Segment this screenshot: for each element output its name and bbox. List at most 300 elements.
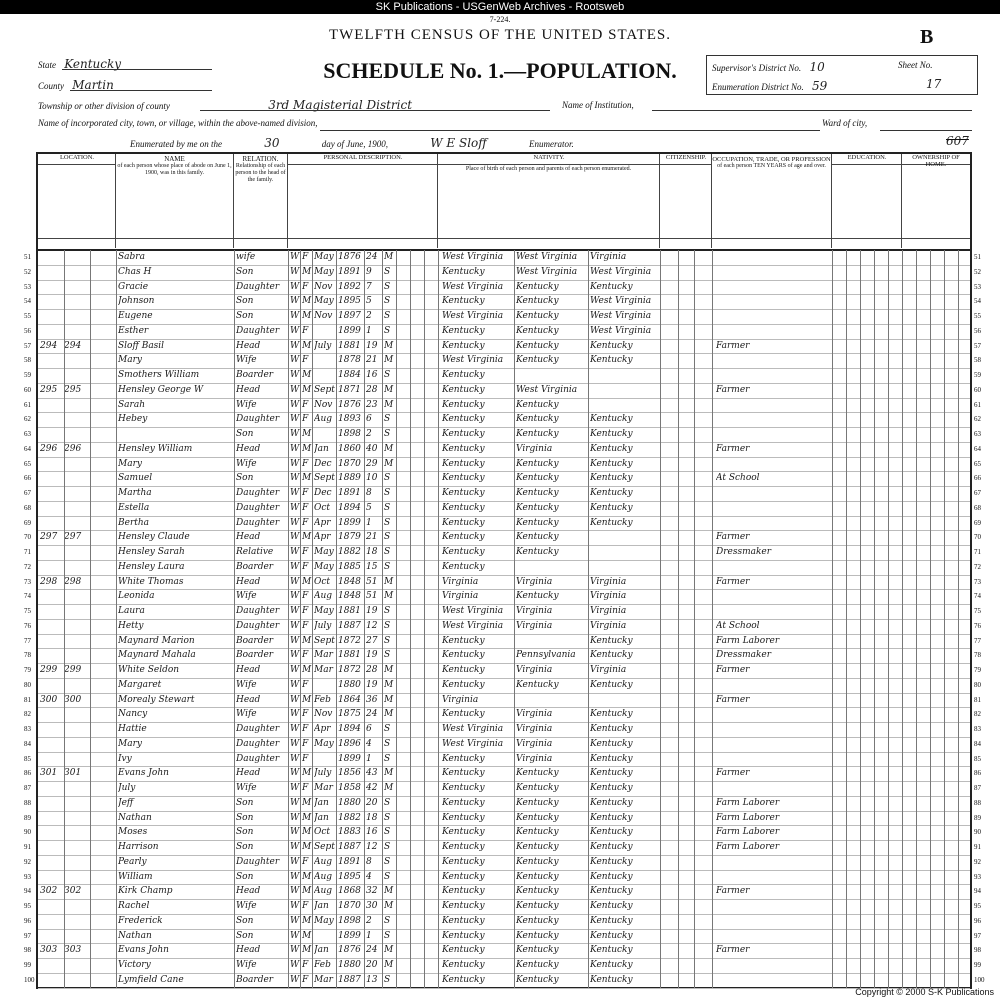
cell-race: W: [290, 443, 300, 454]
column-divider: [712, 250, 713, 988]
cell-dw: [40, 973, 62, 988]
cell-dw: 302: [40, 886, 58, 897]
cell-yr: 1872: [338, 665, 361, 675]
cell-occ: [716, 265, 830, 280]
cell-fb: Kentucky: [516, 399, 559, 410]
cell-dw: [40, 707, 62, 722]
line-number-right: 54: [974, 297, 981, 306]
cell-birth: Kentucky: [442, 753, 485, 764]
line-number-right: 81: [974, 695, 981, 704]
cell-birth: Kentucky: [442, 871, 485, 882]
cell-rel: Son: [236, 429, 254, 439]
cell-race: W: [290, 370, 300, 380]
table-row: [38, 412, 970, 428]
cell-occ: [716, 501, 830, 516]
cell-yr: 1887: [338, 620, 361, 631]
cell-ms: S: [384, 532, 391, 543]
archive-banner: SK Publications - USGenWeb Archives - Rootsweb: [0, 0, 1000, 14]
cell-ms: S: [384, 827, 391, 838]
cell-mo: Mar: [314, 783, 333, 793]
cell-age: 12: [366, 842, 378, 852]
enumerated-month: day of June, 1900,: [321, 139, 388, 149]
cell-birth: West Virginia: [442, 252, 504, 262]
cell-rel: Daughter: [236, 738, 280, 749]
line-number-right: 82: [974, 710, 981, 719]
table-row: [38, 648, 970, 664]
cell-age: 28: [366, 384, 378, 395]
line-number-right: 93: [974, 872, 981, 881]
cell-ms: S: [384, 547, 391, 557]
cell-race: W: [290, 768, 300, 779]
cell-mb: Kentucky: [590, 812, 633, 823]
cell-rel: Wife: [236, 960, 257, 970]
cell-ms: S: [384, 606, 391, 616]
cell-yr: 1870: [338, 901, 361, 911]
cell-name: Jeff: [118, 797, 134, 808]
cell-fam: [64, 265, 88, 280]
line-number: 97: [24, 931, 31, 940]
cell-fb: Kentucky: [516, 886, 559, 897]
cell-dw: [40, 958, 62, 973]
cell-race: W: [290, 591, 300, 602]
cell-fam: [64, 840, 88, 855]
cell-birth: Kentucky: [442, 960, 485, 970]
cell-occ: [716, 457, 830, 472]
cell-sex: M: [302, 429, 312, 439]
cell-rel: Boarder: [236, 561, 274, 572]
cell-mb: [590, 560, 660, 575]
cell-rel: Son: [236, 296, 254, 307]
cell-ms: S: [384, 296, 391, 307]
cell-name: [118, 427, 232, 442]
cell-ms: S: [384, 871, 391, 882]
cell-mb: Kentucky: [590, 473, 633, 484]
cell-sex: M: [302, 635, 312, 646]
cell-yr: 1871: [338, 384, 361, 395]
cell-sex: M: [302, 296, 312, 307]
cell-age: 5: [366, 502, 372, 513]
cell-name: Maynard Marion: [118, 635, 195, 646]
line-number-right: 67: [974, 489, 981, 497]
cell-age: 6: [366, 724, 372, 734]
cell-occ: Farmer: [716, 694, 750, 705]
line-number-right: 70: [974, 533, 981, 542]
cell-dw: 297: [40, 532, 58, 543]
cell-age: 2: [366, 429, 372, 439]
cell-name: Samuel: [118, 473, 153, 484]
corner-note: 607: [946, 134, 969, 148]
cell-yr: 1895: [338, 871, 361, 882]
cell-sex: F: [302, 856, 309, 867]
cell-birth: Kentucky: [442, 945, 485, 956]
cell-age: 15: [366, 561, 378, 572]
cell-race: W: [290, 724, 300, 734]
cell-fam: [64, 811, 88, 826]
line-number-right: 95: [974, 902, 981, 910]
line-number: 81: [24, 695, 31, 704]
cell-yr: 1876: [338, 945, 361, 956]
cell-fb: Virginia: [516, 709, 553, 720]
cell-fb: Kentucky: [516, 502, 559, 513]
cell-mb: Kentucky: [590, 458, 633, 469]
cell-sex: F: [302, 709, 309, 720]
line-number: 66: [24, 474, 31, 483]
cell-yr: 1856: [338, 768, 361, 779]
cell-yr: 1868: [338, 886, 361, 897]
cell-fam: 296: [64, 443, 82, 454]
cell-name: Sabra: [118, 252, 145, 262]
cell-mo: Aug: [314, 856, 333, 867]
table-row: [38, 250, 970, 266]
cell-name: Maynard Mahala: [118, 650, 196, 661]
cell-dw: [40, 604, 62, 619]
cell-mo: Mar: [314, 974, 333, 985]
cell-ms: S: [384, 414, 391, 425]
cell-name: Hensley Sarah: [118, 547, 185, 557]
table-row: [38, 353, 970, 369]
enumerator-name: W E Sloff: [430, 136, 487, 150]
line-number-right: 71: [974, 548, 981, 556]
cell-fam: [64, 899, 88, 914]
cell-dw: 298: [40, 576, 58, 587]
column-divider: [832, 250, 833, 988]
table-row: [38, 707, 970, 723]
cell-rel: Wife: [236, 783, 257, 793]
cell-birth: Kentucky: [442, 842, 485, 852]
cell-fb: Kentucky: [516, 960, 559, 970]
cell-name: Hattie: [118, 724, 147, 734]
cell-age: 24: [366, 252, 378, 262]
cell-occ: [716, 309, 830, 324]
cell-birth: Virginia: [442, 576, 479, 587]
cell-sex: M: [302, 915, 312, 926]
cell-occ: Farmer: [716, 665, 750, 675]
cell-dw: [40, 914, 62, 929]
cell-mb: [590, 368, 660, 383]
cell-mb: Kentucky: [590, 281, 633, 292]
cell-fam: [64, 722, 88, 737]
column-divider: [588, 250, 589, 988]
cell-occ: Dressmaker: [716, 547, 772, 557]
cell-race: W: [290, 945, 300, 956]
cell-age: 12: [366, 620, 378, 631]
table-row: [38, 589, 970, 605]
cell-rel: Daughter: [236, 488, 280, 498]
line-number: 70: [24, 533, 31, 542]
cell-yr: 1858: [338, 783, 361, 793]
line-number: 87: [24, 784, 31, 792]
table-row: [38, 368, 970, 384]
table-row: [38, 855, 970, 871]
cell-fb: Kentucky: [516, 871, 559, 882]
cell-fam: 299: [64, 665, 82, 675]
cell-ms: S: [384, 635, 391, 646]
cell-mb: Kentucky: [590, 738, 633, 749]
cell-fam: 297: [64, 532, 82, 543]
table-row: [38, 530, 970, 546]
table-row: [38, 899, 970, 915]
cell-birth: Kentucky: [442, 886, 485, 897]
cell-ms: S: [384, 311, 391, 321]
cell-ms: M: [384, 384, 394, 395]
cell-fam: [64, 280, 88, 295]
cell-sex: M: [302, 871, 312, 882]
cell-age: 43: [366, 768, 378, 779]
cell-yr: 1848: [338, 576, 361, 587]
cell-yr: 1881: [338, 606, 361, 616]
copyright-notice: Copyright © 2000 S-K Publications: [855, 987, 994, 997]
cell-occ: Farm Laborer: [716, 812, 780, 823]
cell-name: Harrison: [118, 842, 159, 852]
cell-mo: July: [314, 620, 332, 631]
group-ownership: OWNERSHIP OF HOME.: [902, 154, 970, 165]
cell-age: 27: [366, 635, 378, 646]
cell-fam: [64, 929, 88, 944]
cell-mo: Jan: [314, 797, 329, 808]
line-number: 99: [24, 961, 31, 969]
line-number-right: 78: [974, 651, 981, 660]
cell-fb: Kentucky: [516, 915, 559, 926]
cell-fam: [64, 914, 88, 929]
cell-sex: M: [302, 886, 312, 897]
cell-mb: [590, 693, 660, 708]
cell-rel: Boarder: [236, 650, 274, 661]
cell-race: W: [290, 325, 300, 336]
cell-fb: West Virginia: [516, 384, 578, 395]
cell-mb: Kentucky: [590, 827, 633, 838]
cell-name: Mary: [118, 355, 142, 366]
cell-mb: Kentucky: [590, 502, 633, 513]
cell-mb: Kentucky: [590, 768, 633, 779]
cell-ms: S: [384, 797, 391, 808]
cell-occ: [716, 280, 830, 295]
table-row: [38, 752, 970, 768]
line-number: 57: [24, 341, 31, 350]
line-number: 69: [24, 518, 31, 527]
cell-birth: West Virginia: [442, 355, 504, 366]
cell-name: Mary: [118, 738, 142, 749]
cell-sex: F: [302, 399, 309, 410]
cell-age: 19: [366, 679, 378, 690]
cell-name: Chas H: [118, 266, 152, 277]
cell-sex: M: [302, 768, 312, 779]
cell-birth: West Virginia: [442, 311, 504, 321]
cell-name: Nancy: [118, 709, 148, 720]
cell-ms: M: [384, 945, 394, 956]
table-row: [38, 678, 970, 694]
cell-dw: [40, 309, 62, 324]
cell-name: Evans John: [118, 768, 169, 779]
cell-fam: 295: [64, 384, 82, 395]
cell-fam: [64, 973, 88, 988]
table-row: [38, 560, 970, 576]
column-divider: [288, 250, 289, 988]
cell-fb: Virginia: [516, 753, 553, 764]
cell-rel: Son: [236, 812, 254, 823]
cell-birth: Kentucky: [442, 812, 485, 823]
cell-dw: [40, 427, 62, 442]
cell-ms: M: [384, 252, 394, 262]
cell-dw: [40, 545, 62, 560]
col-ownership: [902, 154, 970, 248]
column-divider: [382, 250, 383, 988]
cell-rel: Daughter: [236, 325, 280, 336]
cell-yr: 1899: [338, 517, 361, 528]
column-divider: [874, 250, 875, 988]
cell-yr: 1879: [338, 532, 361, 543]
table-row: [38, 501, 970, 517]
cell-mo: Oct: [314, 502, 331, 513]
county-value: Martin: [72, 78, 114, 92]
cell-mb: Kentucky: [590, 488, 633, 498]
cell-occ: Farmer: [716, 768, 750, 779]
cell-rel: Daughter: [236, 856, 280, 867]
cell-birth: Kentucky: [442, 797, 485, 808]
cell-age: 1: [366, 517, 372, 528]
line-number-right: 63: [974, 430, 981, 438]
line-number: 86: [24, 769, 31, 778]
line-number: 90: [24, 828, 31, 837]
state-label: State: [38, 60, 56, 70]
line-number: 60: [24, 385, 31, 394]
line-number: 59: [24, 371, 31, 379]
cell-birth: Kentucky: [442, 635, 485, 646]
cell-sex: M: [302, 340, 312, 351]
group-nativity: NATIVITY.: [438, 154, 660, 165]
cell-fam: [64, 250, 88, 265]
cell-mb: West Virginia: [590, 296, 652, 307]
cell-rel: Son: [236, 930, 254, 941]
cell-name: Hensley George W: [118, 384, 204, 395]
line-number-right: 85: [974, 754, 981, 763]
cell-mb: Kentucky: [590, 355, 633, 366]
line-number: 64: [24, 444, 31, 453]
cell-race: W: [290, 930, 300, 941]
cell-race: W: [290, 679, 300, 690]
cell-occ: At School: [716, 620, 760, 631]
cell-dw: [40, 324, 62, 339]
line-number-right: 96: [974, 916, 981, 925]
cell-mo: [314, 324, 336, 339]
cell-rel: Head: [236, 945, 261, 956]
cell-fb: Kentucky: [516, 842, 559, 852]
cell-occ: [716, 516, 830, 531]
cell-ms: M: [384, 591, 394, 602]
line-number: 61: [24, 400, 31, 409]
column-divider: [336, 250, 337, 988]
cell-age: 8: [366, 488, 372, 498]
cell-fam: [64, 471, 88, 486]
cell-occ: [716, 914, 830, 929]
cell-fam: 302: [64, 886, 82, 897]
schedule-title: SCHEDULE No. 1.—POPULATION.: [323, 58, 677, 83]
cell-name: William: [118, 871, 153, 882]
cell-race: W: [290, 532, 300, 543]
cell-ms: M: [384, 886, 394, 897]
line-number: 52: [24, 267, 31, 276]
cell-name: Nathan: [118, 812, 152, 823]
table-row: [38, 383, 970, 399]
cell-sex: F: [302, 502, 309, 513]
cell-occ: [716, 427, 830, 442]
line-number: 93: [24, 872, 31, 881]
cell-race: W: [290, 856, 300, 867]
line-number-right: 56: [974, 326, 981, 335]
cell-race: W: [290, 399, 300, 410]
cell-fb: Kentucky: [516, 429, 559, 439]
institution-label: Name of Institution,: [562, 100, 634, 110]
cell-mo: Feb: [314, 960, 331, 970]
cell-sex: F: [302, 679, 309, 690]
supervisor-label: Supervisor's District No.: [712, 63, 802, 73]
cell-mo: Apr: [314, 532, 331, 543]
cell-yr: 1899: [338, 930, 361, 941]
column-divider: [660, 250, 661, 988]
cell-dw: 300: [40, 694, 58, 705]
enumerated-label: Enumerated by me on the: [130, 139, 222, 149]
cell-fb: Kentucky: [516, 856, 559, 867]
cell-ms: S: [384, 266, 391, 277]
cell-dw: 301: [40, 768, 58, 779]
cell-dw: 295: [40, 384, 58, 395]
cell-sex: F: [302, 252, 309, 262]
cell-ms: M: [384, 960, 394, 970]
cell-mo: July: [314, 340, 332, 351]
cell-yr: 1892: [338, 281, 361, 292]
cell-race: W: [290, 340, 300, 351]
cell-fb: Virginia: [516, 576, 553, 587]
cell-age: 18: [366, 812, 378, 823]
cell-rel: Wife: [236, 591, 257, 602]
table-row: [38, 471, 970, 487]
cell-mb: Virginia: [590, 606, 627, 616]
cell-dw: [40, 855, 62, 870]
cell-ms: S: [384, 915, 391, 926]
table-row: [38, 545, 970, 561]
cell-mo: Apr: [314, 724, 331, 734]
line-number: 55: [24, 312, 31, 320]
cell-fam: [64, 412, 88, 427]
cell-dw: [40, 634, 62, 649]
cell-mo: May: [314, 561, 334, 572]
cell-sex: M: [302, 473, 312, 484]
cell-fb: Kentucky: [516, 901, 559, 911]
cell-sex: F: [302, 591, 309, 602]
cell-rel: Boarder: [236, 370, 274, 380]
cell-fb: Kentucky: [516, 797, 559, 808]
cell-race: W: [290, 901, 300, 911]
cell-mb: West Virginia: [590, 266, 652, 277]
cell-age: 1: [366, 930, 372, 941]
cell-sex: F: [302, 974, 309, 985]
line-number: 94: [24, 887, 31, 896]
column-divider: [438, 250, 439, 988]
col-citizenship: [660, 154, 712, 248]
cell-age: 32: [366, 886, 378, 897]
line-number: 84: [24, 739, 31, 748]
line-number: 53: [24, 282, 31, 291]
cell-ms: S: [384, 370, 391, 380]
ward-label: Ward of city,: [822, 118, 868, 128]
cell-sex: F: [302, 458, 309, 469]
line-number: 67: [24, 489, 31, 497]
cell-fam: [64, 648, 88, 663]
cell-occ: [716, 324, 830, 339]
cell-name: Lymfield Cane: [118, 974, 184, 985]
line-number: 73: [24, 577, 31, 586]
cell-fb: Kentucky: [516, 812, 559, 823]
cell-ms: M: [384, 665, 394, 675]
